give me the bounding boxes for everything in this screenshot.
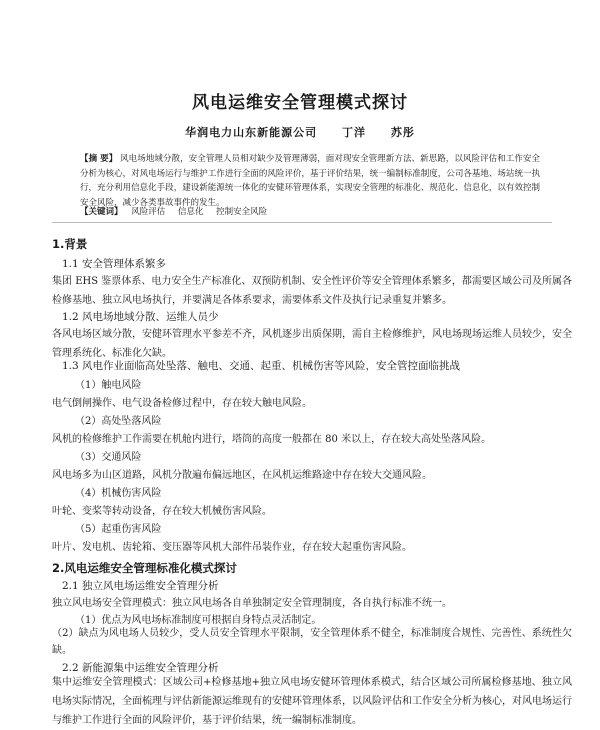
list-item: （2）缺点为风电场人员较少，受人员安全管理水平限制，安全管理体系不健全，标准制度合规性、完善性、系统性欠缺。 (52, 628, 572, 656)
section-heading: 1.背景 (52, 237, 88, 251)
subsection-heading: 1.3 风电作业面临高处坠落、触电、交通、起重、机械伤害等风险，安全管控面临挑战 (62, 360, 461, 372)
keywords (80, 205, 277, 217)
risk-desc: 电气倒闸操作、电气设备检修过程中，存在较大触电风险。 (52, 398, 312, 409)
risk-desc: 风机的检修维护工作需要在机舱内进行，塔筒的高度一般都在 80 米以上，存在较大高处坠落风险。 (52, 434, 492, 445)
paper-title: 风电运维安全管理模式探讨 (192, 93, 408, 113)
keyword: 控制安全风险 (216, 207, 268, 217)
author-name: 丁洋 (342, 126, 366, 139)
abstract-label: 【摘 要】 (80, 154, 118, 164)
risk-desc: 叶片、发电机、齿轮箱、变压器等风机大部件吊装作业，存在较大起重伤害风险。 (52, 542, 412, 553)
section-heading: 2.风电运维安全管理标准化模式探讨 (52, 561, 237, 575)
abstract (80, 152, 540, 210)
keyword: 风险评估 (131, 207, 166, 217)
risk-desc: 风电场多为山区道路，风机分散遍布偏远地区，在风机运维路途中存在较大交通风险。 (52, 470, 432, 481)
risk-desc: 叶轮、变桨等转动设备，存在较大机械伤害风险。 (52, 506, 272, 517)
risk-name: （3）交通风险 (75, 452, 142, 463)
paragraph: 集团 EHS 鉴票体系、电力安全生产标准化、双预防机制、安全性评价等安全管理体系繁多，都需要区域公司及所属各检修基地、独立风电场执行，并要满足各体系要求，需要体系文件及执行记录重复并繁多。 (52, 276, 572, 306)
risk-name: （4）机械伤害风险 (75, 488, 162, 499)
subsection-heading: 2.1 独立风电场运维安全管理分析 (62, 580, 219, 592)
affiliation: 华润电力山东新能源公司 (185, 126, 318, 139)
keyword: 信息化 (177, 207, 204, 217)
author-line (0, 124, 600, 140)
subsection-heading: 1.1 安全管理体系繁多 (62, 258, 167, 270)
risk-name: （1）触电风险 (75, 380, 142, 391)
paragraph: 集中运维安全管理模式：区域公司+检修基地+独立风电场安健环管理体系模式，结合区域公司所属检修基地、独立风电场实际情况，全面梳理与评估新能源运维现有的安健环管理体系，以风险评估和工作安全分析为核心，对风电场运行与维护工作进行全面的风险评价，基于评价结果，统一编制标准制度。 (52, 677, 572, 726)
subsection-heading: 2.2 新能源集中运维安全管理分析 (62, 662, 219, 674)
keywords-label: 【关键词】 (80, 207, 123, 217)
divider (52, 222, 552, 223)
list-item: （1）优点为风电场标准制度可根据自身特点灵活制定。 (75, 615, 322, 626)
risk-name: （5）起重伤害风险 (75, 524, 162, 535)
paragraph: 独立风电场安全管理模式：独立风电场各自单独制定安全管理制度，各自执行标准不统一。 (52, 598, 452, 609)
risk-name: （2）高处坠落风险 (75, 416, 162, 427)
author-name: 苏彤 (390, 126, 415, 139)
subsection-heading: 1.2 风电场地域分散、运维人员少 (62, 311, 219, 323)
paragraph: 各风电场区域分散，安健环管理水平参差不齐，风机逐步出质保期，需自主检修维护，风电场现场运维人员较少，安全管理系统化、标准化欠缺。 (52, 329, 572, 359)
abstract-text: 风电场地域分散，安全管理人员相对缺少及管理薄弱，面对现安全管理新方法、新思路，以风险评估和工作安全分析为核心，对风电场运行与维护工作进行全面的风险评价，基于评价结果，统一编制标准制度，公司各基地、场站统一执行，充分利用信息化手段，建设新能源统一体化的安健环管理体系，实现安全管理的标准化、规范化、信息化，以有效控制安全风险，减少各类事故事件的发生。 (80, 154, 541, 208)
